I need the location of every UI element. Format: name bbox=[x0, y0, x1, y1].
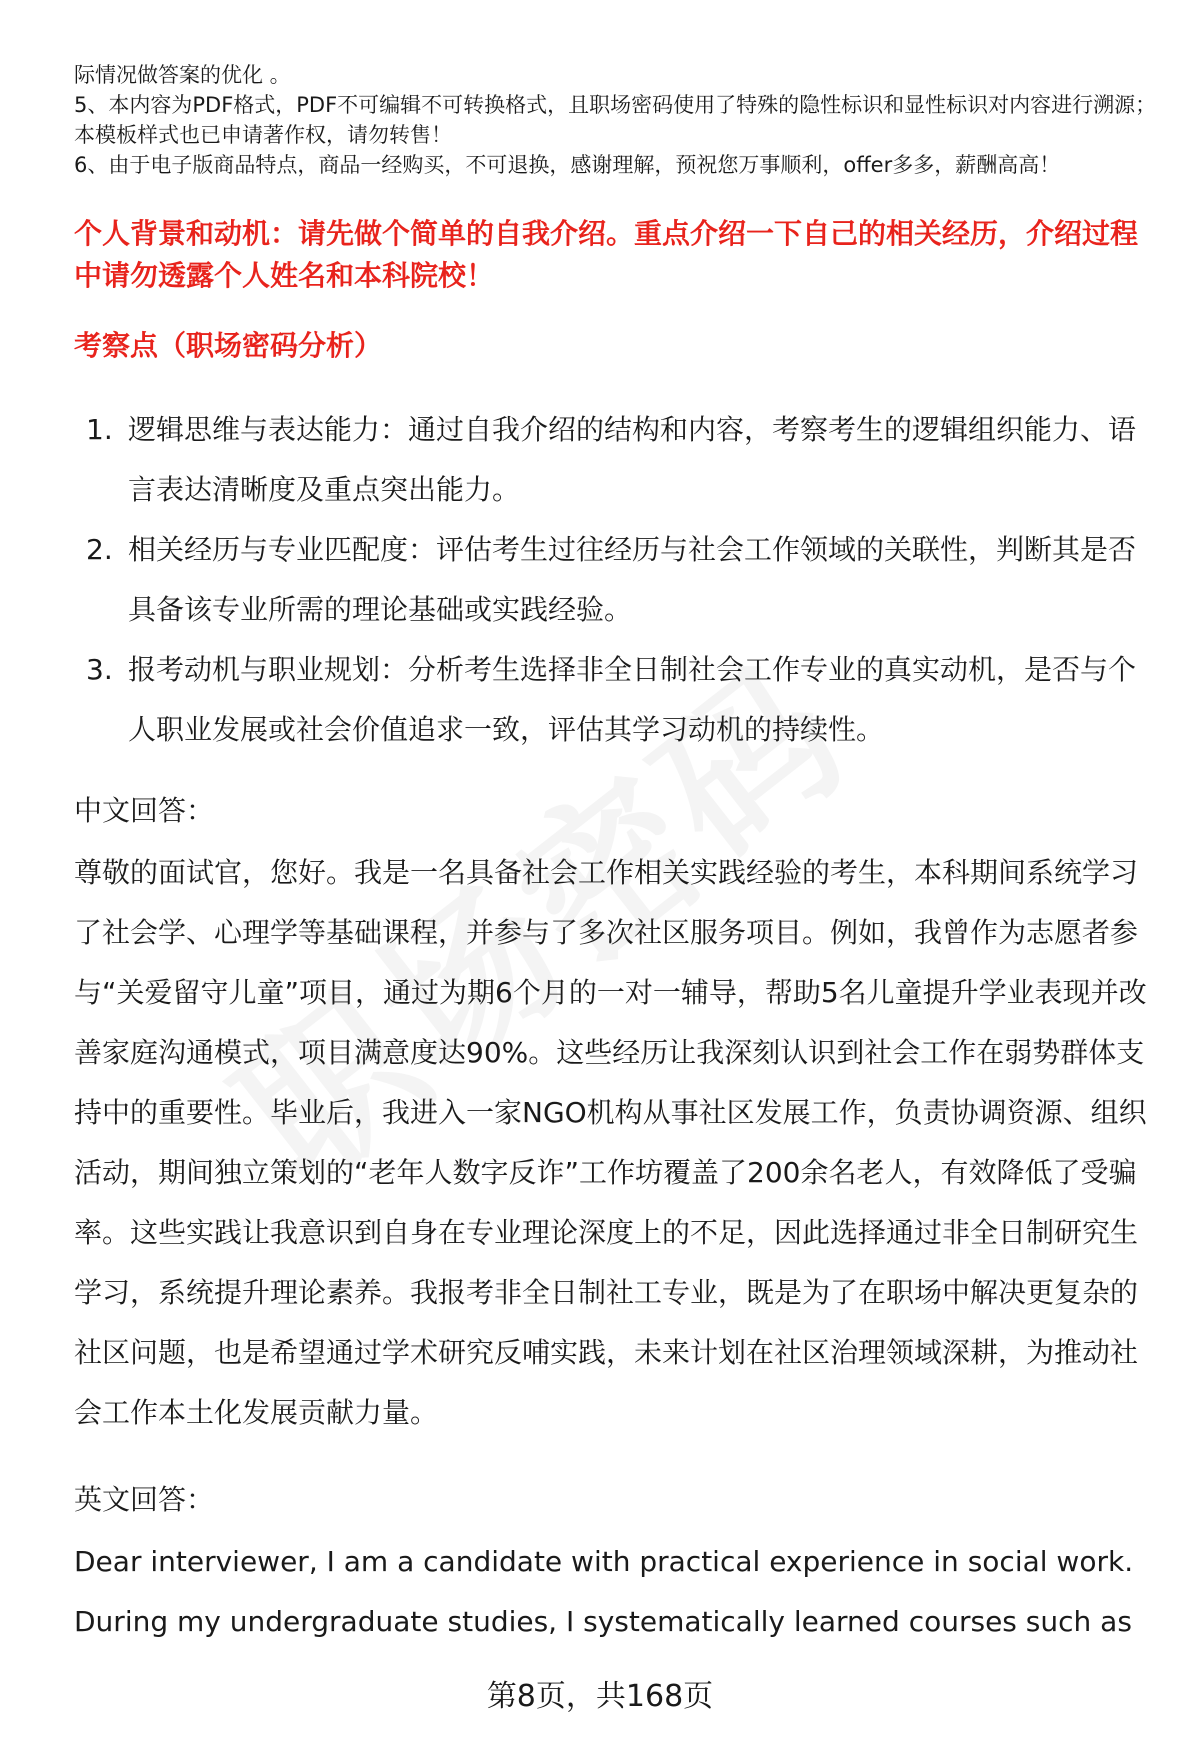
note-line: 际情况做答案的优化 。 bbox=[74, 63, 291, 87]
chinese-answer-label: 中文回答： bbox=[74, 794, 215, 827]
list-item bbox=[74, 520, 1154, 640]
question-heading: 个人背景和动机：请先做个简单的自我介绍。重点介绍一下自己的相关经历，介绍过程中请勿透露个人姓名和本科院校！ bbox=[74, 217, 1139, 292]
note-line: 5、本内容为PDF格式，PDF不可编辑不可转换格式，且职场密码使用了特殊的隐性标识和显性标识对内容进行溯源；本模板样式也已申请著作权，请勿转售！ bbox=[74, 93, 1157, 147]
analysis-points-list bbox=[74, 400, 1154, 760]
notes-section bbox=[74, 60, 1164, 180]
analysis-heading: 考察点（职场密码分析） bbox=[74, 329, 383, 362]
list-number: 3. bbox=[86, 653, 113, 686]
english-answer-label: 英文回答： bbox=[74, 1483, 215, 1516]
list-number: 2. bbox=[86, 533, 113, 566]
list-item-text: 逻辑思维与表达能力：通过自我介绍的结构和内容，考察考生的逻辑组织能力、语言表达清晰度及重点突出能力。 bbox=[128, 413, 1137, 506]
page-number: 第8页，共168页 bbox=[486, 1679, 714, 1714]
list-item-text: 相关经历与专业匹配度：评估考生过往经历与社会工作领域的关联性，判断其是否具备该专业所需的理论基础或实践经验。 bbox=[128, 533, 1137, 626]
list-item bbox=[74, 640, 1154, 760]
list-item-text: 报考动机与职业规划：分析考生选择非全日制社会工作专业的真实动机，是否与个人职业发展或社会价值追求一致，评估其学习动机的持续性。 bbox=[128, 653, 1137, 746]
list-item bbox=[74, 400, 1154, 520]
note-line: 6、由于电子版商品特点，商品一经购买，不可退换，感谢理解，预祝您万事顺利，offer多多，薪酬高高！ bbox=[74, 153, 1061, 177]
english-answer-text: Dear interviewer, I am a candidate with practical experience in social work. During my undergraduate studies, I systematically learned courses such as bbox=[74, 1545, 1134, 1638]
list-number: 1. bbox=[86, 413, 113, 446]
chinese-answer-text: 尊敬的面试官，您好。我是一名具备社会工作相关实践经验的考生，本科期间系统学习了社会学、心理学等基础课程，并参与了多次社区服务项目。例如，我曾作为志愿者参与“关爱留守儿童”项目，通过为期6个月的一对一辅导，帮助5名儿童提升学业表现并改善家庭沟通模式，项目满意度达90%。这些经历让我深刻认识到社会工作在弱势群体支持中的重要性。毕业后，我进入一家NGO机构从事社区发展工作，负责协调资源、组织活动，期间独立策划的“老年人数字反诈”工作坊覆盖了200余名老人，有效降低了受骗率。这些实践让我意识到自身在专业理论深度上的不足，因此选择通过非全日制研究生学习，系统提升理论素养。我报考非全日制社工专业，既是为了在职场中解决更复杂的社区问题，也是希望通过学术研究反哺实践，未来计划在社区治理领域深耕，为推动社会工作本土化发展贡献力量。 bbox=[74, 856, 1147, 1429]
